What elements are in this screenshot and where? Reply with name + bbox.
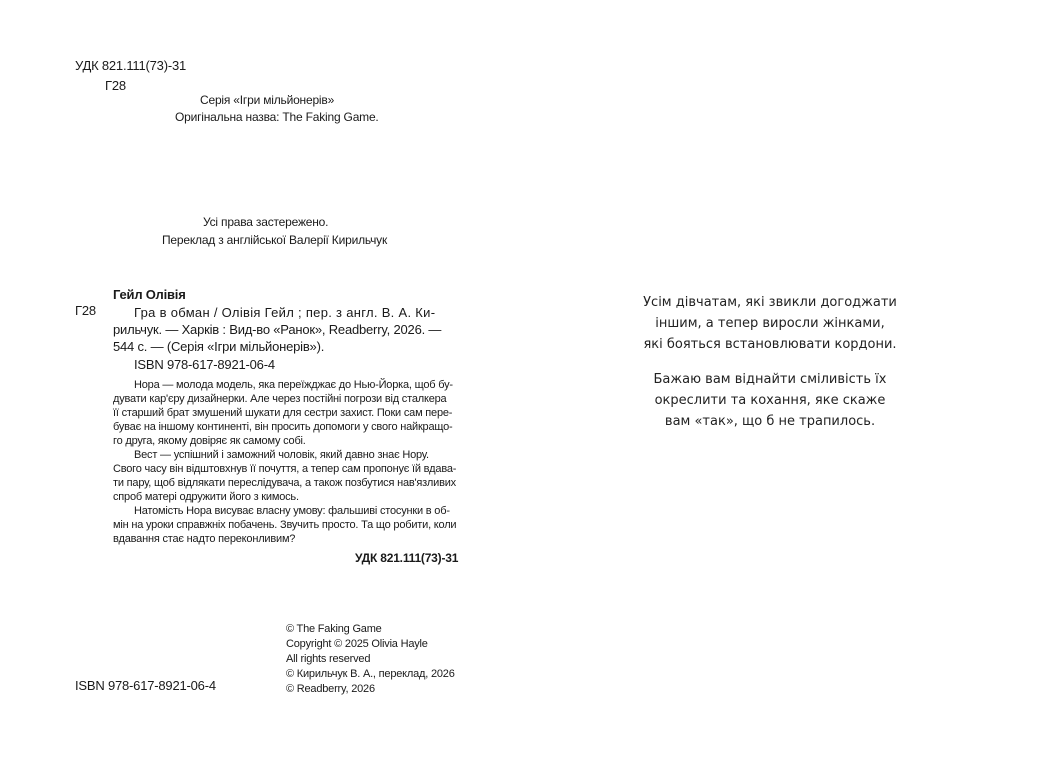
udk-bottom: УДК 821.111(73)-31 <box>355 551 459 565</box>
annotation-line: ти пару, щоб відлякати переслідувача, а також позбутися нав'язливих <box>113 477 456 489</box>
annotation-line: Натомість Нора висуває власну умову: фальшиві стосунки в об- <box>134 505 450 517</box>
bib-line: Гра в обман / Олівія Гейл ; пер. з англ. В. А. Ки- <box>134 305 436 320</box>
rights-line: Усі права застережено. <box>203 215 329 229</box>
bib-line: 544 с. — (Серія «Ігри мільйонерів»). <box>113 339 325 354</box>
isbn-bib: ISBN 978-617-8921-06-4 <box>134 357 275 372</box>
bbk-code: Г28 <box>105 78 126 93</box>
dedication-paragraph-2 <box>620 372 920 435</box>
annotation-line: Вест — успішний і заможний чоловік, який давно знає Нору. <box>134 449 429 461</box>
udk-top: УДК 821.111(73)-31 <box>75 58 187 73</box>
dedication-line: вам «так», що б не трапилось. <box>664 414 876 429</box>
bib-line: рильчук. — Харків : Вид-во «Ранок», Readberry, 2026. — <box>113 322 442 337</box>
annotation-line: буває на іншому континенті, він просить допомоги у свого найкращо- <box>113 421 453 433</box>
copyright-line: © The Faking Game <box>286 623 382 635</box>
bbk-code-2: Г28 <box>75 303 96 318</box>
copyright-line: All rights reserved <box>286 653 371 665</box>
annotation-line: вдавання стає надто переконливим? <box>113 533 296 545</box>
dedication-line: іншим, а тепер виросли жінками, <box>655 316 885 331</box>
dedication-line: Усім дівчатам, які звикли догоджати <box>643 295 897 310</box>
dedication-line: які бояться встановлювати кордони. <box>643 337 897 352</box>
annotation-line: мін на уроки справжніх побачень. Звучить просто. Та що робити, коли <box>113 519 457 531</box>
annotation-line: дувати кар'єру дизайнерки. Але через постійні погрози від сталкера <box>113 393 447 405</box>
annotation-line: Нора — молода модель, яка переїжджає до Нью-Йорка, щоб бу- <box>134 379 453 391</box>
isbn-bottom: ISBN 978-617-8921-06-4 <box>75 678 216 693</box>
original-title: Оригінальна назва: The Faking Game. <box>175 110 379 124</box>
copyright-line: Copyright © 2025 Olivia Hayle <box>286 638 428 650</box>
copyright-line: © Readberry, 2026 <box>286 683 375 695</box>
translation-line: Переклад з англійської Валерії Кирильчук <box>162 233 388 247</box>
dedication-line: Бажаю вам віднайти сміливість їх <box>653 372 887 387</box>
annotation-line: її старший брат змушений шукати для сестри захист. Поки сам пере- <box>113 407 453 419</box>
copyright-line: © Кирильчук В. А., переклад, 2026 <box>286 668 455 680</box>
dedication-line: окреслити та кохання, яке скаже <box>654 393 886 408</box>
annotation-line: го друга, якому довіряє як самому собі. <box>113 435 306 447</box>
annotation-line: Свого часу він відштовхнув її почуття, а тепер сам пропонує їй вдава- <box>113 463 457 475</box>
author-heading: Гейл Олівія <box>113 287 186 302</box>
annotation-line: спроб матері одружити його з кимось. <box>113 491 299 503</box>
series-line: Серія «Ігри мільйонерів» <box>200 93 335 107</box>
dedication-paragraph-1 <box>620 295 920 358</box>
